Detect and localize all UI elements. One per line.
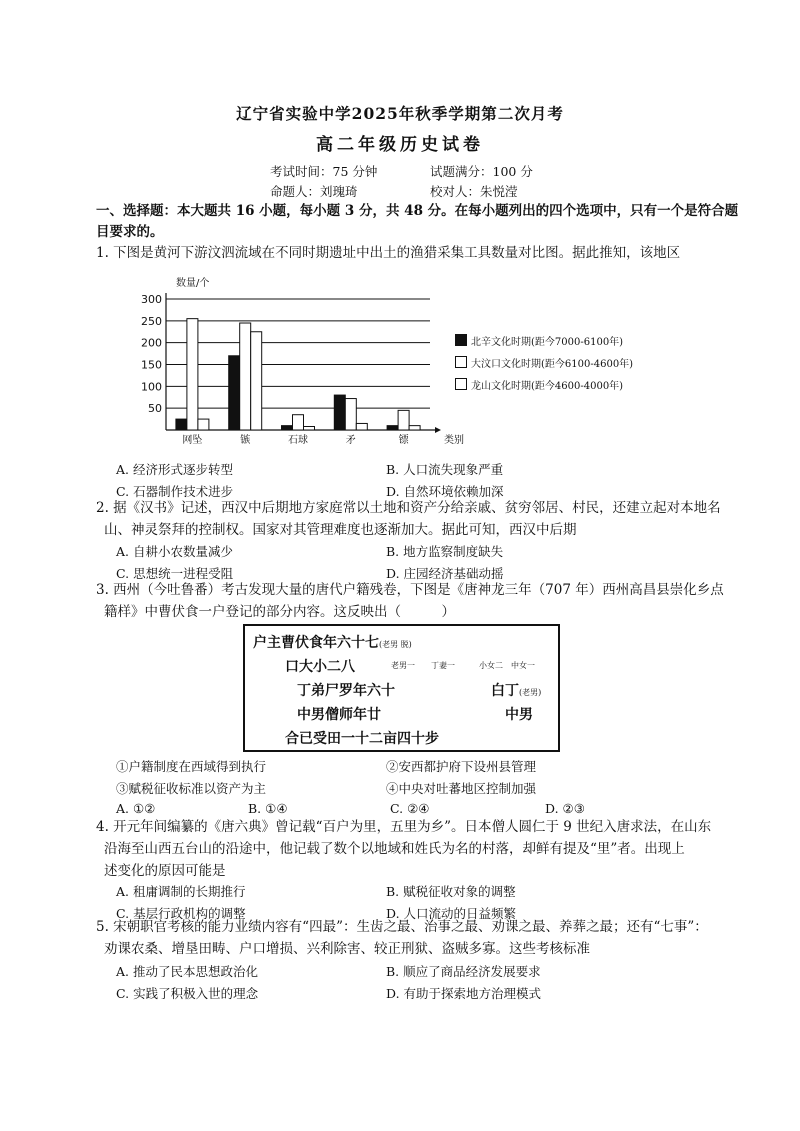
bar-1-0 [187, 319, 198, 430]
exam-time: 考试时间：75 分钟 [270, 164, 378, 179]
exam-reviewer: 校对人：朱悦滢 [430, 184, 518, 199]
bar-2-1 [251, 332, 262, 430]
q3-option-d[interactable]: D. ②③ [545, 801, 585, 816]
register-son-status: 中男 [505, 707, 533, 723]
bar-2-2 [304, 427, 315, 430]
bar-0-1 [229, 356, 240, 430]
chart-x-tick-label: 石球 [288, 435, 308, 446]
q3-option-a[interactable]: A. ①② [116, 801, 156, 816]
legend-swatch-longshan [455, 378, 467, 390]
q3-statement-4: ④中央对吐蕃地区控制加强 [386, 781, 537, 796]
bar-2-3 [356, 423, 367, 430]
register-head-text: 户主曹伏食年六十七 [253, 635, 379, 651]
chart-x-tick-label: 矛 [345, 435, 356, 446]
q4-stem-line3: 述变化的原因可能是 [104, 863, 226, 879]
section-heading-line2: 目要求的。 [96, 224, 164, 240]
q1-option-c[interactable]: C. 石器制作技术进步 [116, 484, 234, 499]
bar-0-3 [334, 395, 345, 430]
section-heading-line1: 一、选择题：本大题共 16 小题，每小题 3 分，共 48 分。在每小题列出的四个选项中，只有一个是符合题 [96, 203, 739, 219]
chart-y-tick-label: 50 [148, 402, 162, 416]
q4-stem-line1: 4. 开元年间编纂的《唐六典》曾记载“百户为里，五里为乡”。日本僧人圆仁于 9 世纪入唐求法，在山东 [96, 819, 712, 835]
bar-2-4 [409, 426, 420, 430]
legend-item-longshan [455, 377, 623, 392]
q3-option-b[interactable]: B. ①④ [248, 801, 288, 816]
bar-1-4 [398, 410, 409, 430]
exam-score: 试题满分：100 分 [430, 164, 533, 179]
q4-option-d[interactable]: D. 人口流动的日益频繁 [386, 906, 517, 921]
q4-option-b[interactable]: B. 赋税征收对象的调整 [386, 884, 516, 899]
bar-0-4 [387, 426, 398, 430]
exam-paper-title: 高二年级历史试卷 [316, 135, 484, 155]
legend-item-dawenkou [455, 355, 633, 370]
register-line-land: 合已受田一十二亩四十步 [285, 731, 439, 747]
register-line-brother: 丁弟尸罗年六十 [297, 683, 395, 699]
q3-stem-line2: 籍样》中曹伏食一户登记的部分内容。这反映出（ ） [104, 604, 455, 620]
q2-option-a[interactable]: A. 自耕小农数量减少 [116, 544, 233, 559]
legend-item-beixin [455, 333, 623, 348]
legend-label-beixin: 北辛文化时期(距今7000-6100年) [471, 337, 624, 348]
exam-school-title: 辽宁省实验中学2025年秋季学期第二次月考 [236, 104, 564, 123]
register-count-note: 老男一 丁妻一 小女二 中女一 [391, 661, 535, 670]
register-line-son: 中男僧师年廿 [297, 707, 381, 723]
q1-stem: 1. 下图是黄河下游汶泗流域在不同时期遗址中出土的渔猎采集工具数量对比图。据此推知，该地区 [96, 245, 681, 261]
chart-y-axis-label: 数量/个 [176, 278, 210, 289]
q4-option-a[interactable]: A. 租庸调制的长期推行 [116, 884, 246, 899]
q5-option-c[interactable]: C. 实践了积极入世的理念 [116, 986, 259, 1001]
q5-option-a[interactable]: A. 推动了民本思想政治化 [116, 964, 258, 979]
bar-0-0 [176, 419, 187, 430]
register-brother-status-text: 白丁 [491, 683, 519, 699]
bar-1-3 [345, 399, 356, 430]
q1-option-a[interactable]: A. 经济形式逐步转型 [116, 462, 233, 477]
chart-y-tick-label: 250 [141, 314, 162, 328]
q2-stem-line2: 山、神灵祭拜的控制权。国家对其管理难度也逐渐加大。据此可知，西汉中后期 [104, 522, 577, 538]
chart-x-tick-label: 网坠 [182, 435, 203, 446]
q2-option-d[interactable]: D. 庄园经济基础动摇 [386, 566, 504, 581]
q5-stem-line1: 5. 宋朝职官考核的能力业绩内容有“四最”：生齿之最、治事之最、劝课之最、养葬之最；还有“七事”： [96, 919, 708, 935]
q1-option-b[interactable]: B. 人口流失现象严重 [386, 462, 504, 477]
chart-x-axis-arrow [435, 427, 441, 433]
q5-option-d[interactable]: D. 有助于探索地方治理模式 [386, 986, 542, 1001]
legend-label-dawenkou: 大汶口文化时期(距今6100-4600年) [471, 359, 634, 370]
register-brother-status-note: (老男) [519, 688, 542, 697]
bar-1-1 [240, 323, 251, 430]
chart-y-tick-label: 100 [141, 380, 162, 394]
q3-household-register [243, 624, 560, 752]
chart-x-axis-label: 类别 [444, 435, 464, 446]
q2-stem-line1: 2. 据《汉书》记述，西汉中后期地方家庭常以土地和资产分给亲戚、贫穷邻居、村民，还建立起对本地名 [96, 500, 721, 516]
q3-stem-line1: 3. 西州（今吐鲁番）考古发现大量的唐代户籍残卷，下图是《唐神龙三年（707 年）西州高昌县崇化乡点 [96, 582, 724, 598]
chart-x-tick-label: 镞 [240, 435, 251, 446]
register-head-note: (老男 脱) [379, 640, 412, 649]
q5-option-b[interactable]: B. 顺应了商品经济发展要求 [386, 964, 541, 979]
q5-stem-line2: 劝课农桑、增垦田畴、户口增损、兴利除害、较正刑狱、盗贼多寡。这些考核标准 [104, 941, 590, 957]
q4-stem-line2: 沿海至山西五台山的沿途中，他记载了数个以地域和姓氏为名的村落，却鲜有提及“里”者。出现上 [104, 841, 685, 857]
q1-option-d[interactable]: D. 自然环境依赖加深 [386, 484, 504, 499]
chart-x-tick-label: 镖 [398, 435, 409, 446]
legend-swatch-beixin [455, 334, 467, 346]
register-line-head [253, 632, 412, 652]
register-line-count: 口大小二八 [285, 659, 355, 675]
q2-option-b[interactable]: B. 地方监察制度缺失 [386, 544, 504, 559]
legend-label-longshan: 龙山文化时期(距今4600-4000年) [471, 381, 624, 392]
q4-option-c[interactable]: C. 基层行政机构的调整 [116, 906, 246, 921]
chart-plot [141, 276, 464, 446]
chart-y-tick-label: 300 [141, 293, 162, 306]
q3-statement-2: ②安西都护府下设州县管理 [386, 759, 537, 774]
chart-y-tick-label: 150 [141, 358, 162, 372]
exam-author: 命题人：刘瑰琦 [270, 184, 358, 199]
bar-0-2 [282, 426, 293, 430]
q3-statement-1: ①户籍制度在西域得到执行 [116, 759, 267, 774]
chart-y-tick-label: 200 [141, 336, 162, 350]
q2-option-c[interactable]: C. 思想统一进程受阻 [116, 566, 234, 581]
bar-2-0 [198, 419, 209, 430]
bar-1-2 [293, 415, 304, 430]
register-brother-status [491, 680, 541, 700]
q3-statement-3: ③赋税征收标准以资产为主 [116, 781, 267, 796]
legend-swatch-dawenkou [455, 356, 467, 368]
q3-option-c[interactable]: C. ②④ [390, 801, 430, 816]
